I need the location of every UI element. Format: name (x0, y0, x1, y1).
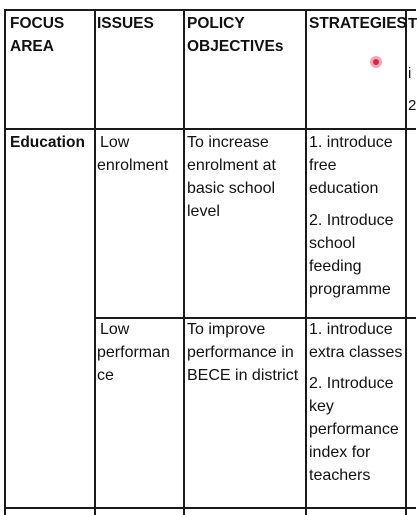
header-next-col-fragment: T (408, 15, 417, 32)
row1-objective: To increase enrolment at basic school level (187, 134, 276, 220)
row1-issue: Low enrolment (97, 134, 169, 174)
row2-objective: To improve performance in BECE in district (187, 321, 299, 384)
header-bottom-border (4, 128, 416, 130)
row2-strategy-1: 1. introduce extra classes (309, 321, 403, 361)
edge-fragment-1: i (408, 65, 412, 82)
table-top-border (4, 9, 416, 11)
header-focus-area: FOCUS AREA (10, 15, 65, 55)
header-policy-objectives: POLICY OBJECTIVEs (187, 15, 284, 55)
row2-bottom-border (4, 507, 416, 509)
row2-strategy-2: 2. Introduce key performance index for teachers (309, 375, 399, 484)
row1-strategy-1: 1. introduce free education (309, 134, 393, 197)
row2-issue: Low performan ce (97, 321, 170, 384)
red-dot-cursor-icon (370, 56, 382, 68)
table-left-border (4, 9, 6, 515)
header-issues: ISSUES (97, 15, 154, 32)
col-divider-2 (183, 9, 185, 515)
col-divider-1 (94, 9, 96, 515)
edge-fragment-2: 2 (408, 97, 417, 114)
col-divider-3 (305, 9, 307, 515)
row1-strategy-2: 2. Introduce school feeding programme (309, 212, 394, 298)
header-strategies: STRATEGIES (309, 15, 407, 32)
col-divider-4 (405, 9, 407, 515)
row1-focus-area: Education (10, 134, 85, 151)
